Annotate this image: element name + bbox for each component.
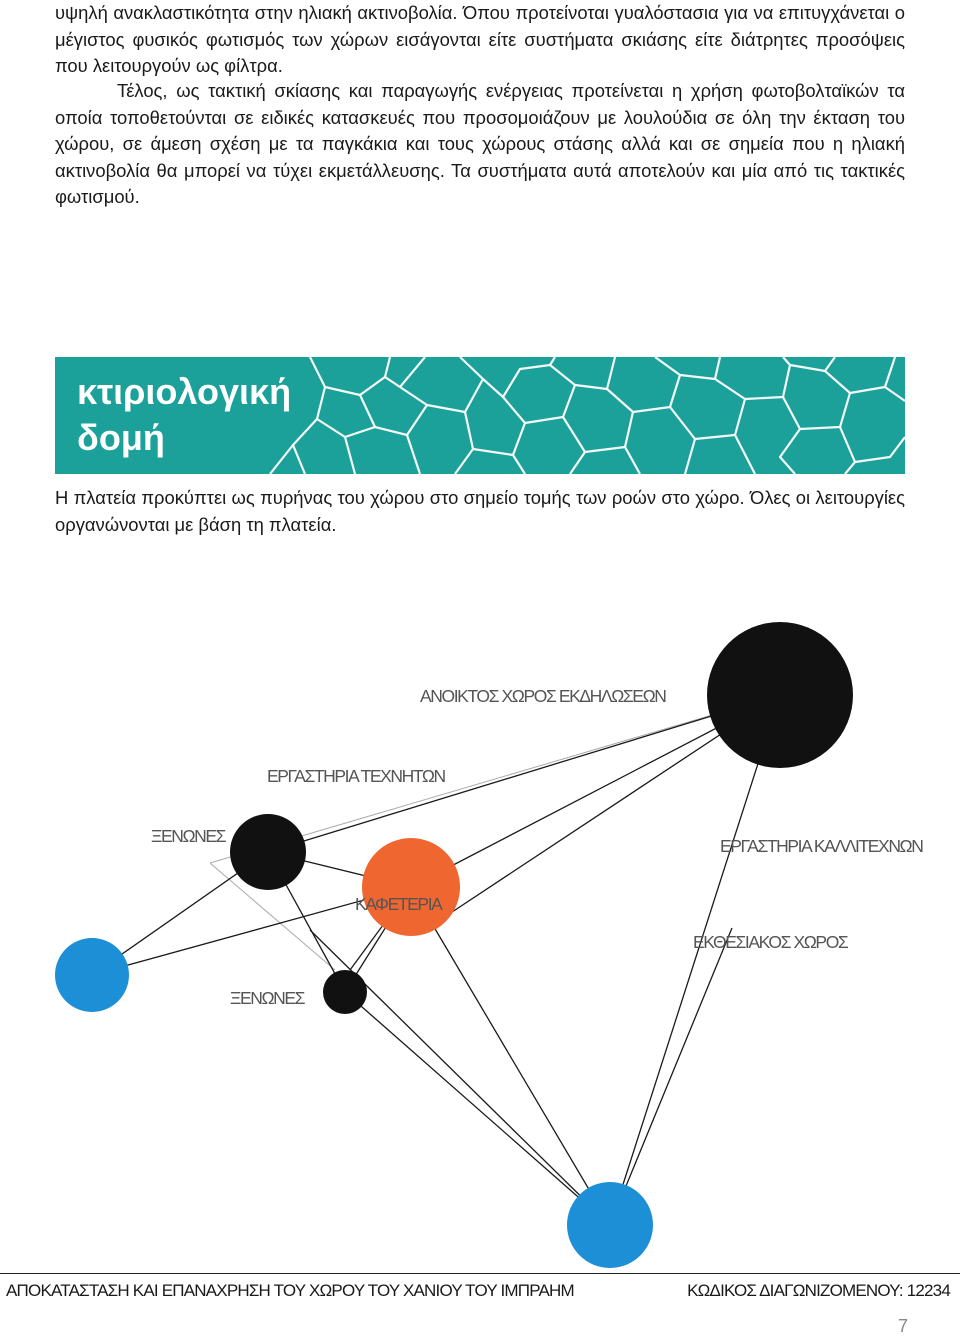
guest-rooms-node [55, 938, 129, 1012]
label-cafeteria: ΚΑΦΕΤΕΡΙΑ [355, 894, 442, 914]
craft-workshop-node [230, 814, 306, 890]
section-title-line-1: κτιριολογική [77, 371, 292, 412]
section-banner [55, 357, 905, 474]
label-open-space: ΑΝΟΙΚΤΟΣ ΧΩΡΟΣ ΕΚΔΗΛΩΣΕΩΝ [420, 686, 666, 706]
page-number: 7 [897, 1316, 908, 1336]
label-guest-rooms-2: ΞΕΝΩΝΕΣ [230, 988, 305, 1008]
cafeteria-node [323, 970, 367, 1014]
body-paragraph-1: υψηλή ανακλαστικότητα στην ηλιακή ακτινοβολία. Όπου προτείνοται γυαλόστασια για να επιτυγχάνεται ο μέγιστος φυσικός φωτισμός των χώρων εισάγονται είτε συστήματα σκιάσης είτε διάτρητες προσόψεις που λειτουργούν ως φίλτρα. [55, 2, 905, 76]
footer-entrant-code: ΚΩΔΙΚΟΣ ΔΙΑΓΩΝΙΖΟΜΕΝΟΥ: 12234 [687, 1281, 950, 1300]
label-exhibition: ΕΚΘΕΣΙΑΚΟΣ ΧΩΡΟΣ [693, 932, 848, 952]
functional-diagram [0, 600, 960, 1280]
label-guest-rooms-1: ΞΕΝΩΝΕΣ [151, 826, 226, 846]
section-title [77, 369, 397, 461]
label-craft-workshops: ΕΡΓΑΣΤΗΡΙΑ ΤΕΧΝΗΤΩΝ [267, 766, 445, 786]
label-artist-workshops: ΕΡΓΑΣΤΗΡΙΑ ΚΑΛΛΙΤΕΧΝΩΝ [720, 836, 923, 856]
open-space-node [707, 622, 853, 768]
section-title-line-2: δομή [77, 417, 165, 458]
body-paragraph-3: Η πλατεία προκύπτει ως πυρήνας του χώρου στο σημείο τομής των ροών στο χώρο. Όλες οι λειτουργίες οργανώνονται με βάση τη πλατεία. [55, 487, 905, 535]
footer-divider [0, 1273, 960, 1274]
body-paragraph-2: Τέλος, ως τακτική σκίασης και παραγωγής ενέργειας προτείνεται η χρήση φωτοβολταϊκών τα οποία τοποθετούνται σε ειδικές κατασκευές που προσομοιάζουν με λουλούδια σε όλη την έκταση του χώρου, σε άμεση σχέση με τα παγκάκια και τους χώρους στάσης αλλά και σε σημεία που η ηλιακή ακτινοβολία θα μπορεί να τύχει εκμετάλλευσης. Τα συστήματα αυτά αποτελούν και μία από τις τακτικές φωτισμού. [55, 80, 905, 207]
square-hub-node [362, 838, 460, 936]
entrance-node [567, 1182, 653, 1268]
footer-project-title: ΑΠΟΚΑΤΑΣΤΑΣΗ ΚΑΙ ΕΠΑΝΑΧΡΗΣΗ ΤΟΥ ΧΩΡΟΥ ΤΟΥ ΧΑΝΙΟΥ ΤΟΥ ΙΜΠΡΑΗΜ [6, 1281, 574, 1300]
